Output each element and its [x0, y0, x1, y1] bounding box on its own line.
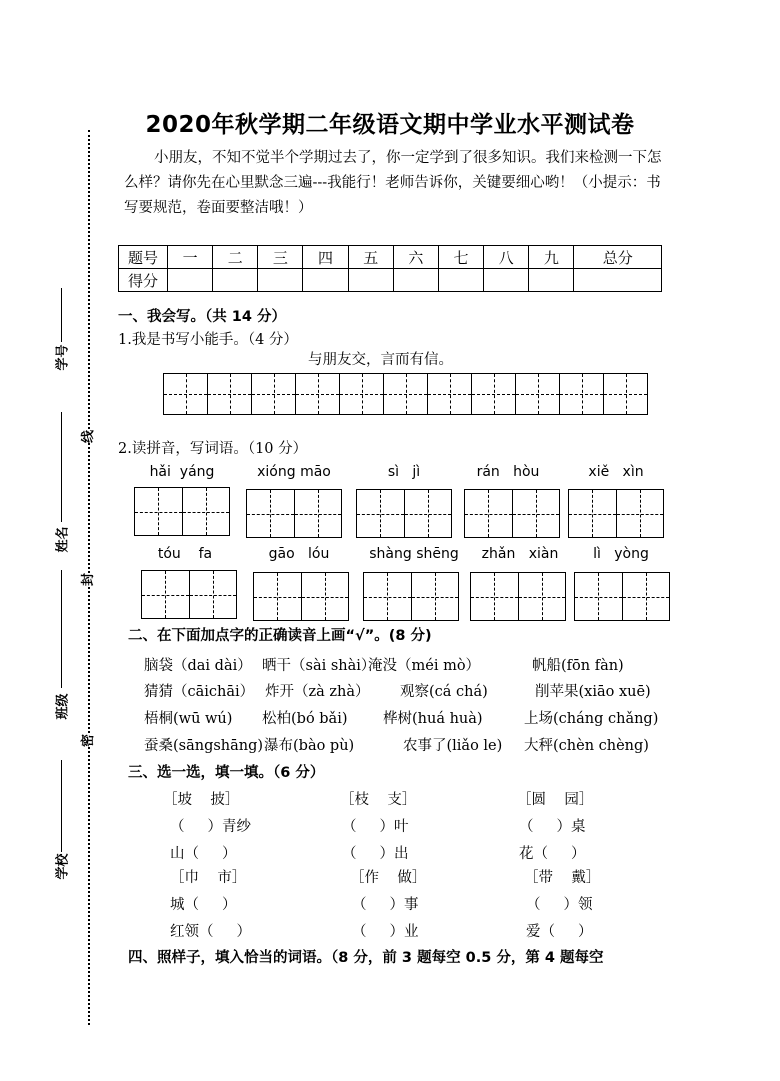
reading-item[interactable]: 脑袋（dai dài） — [144, 658, 252, 674]
score-row-number — [119, 246, 662, 269]
answer-grid[interactable] — [568, 489, 664, 538]
reading-item[interactable]: 农事了(liǎo le) — [403, 738, 503, 754]
q1-text: 1.我是书写小能手。（4 分） — [118, 332, 298, 348]
fill-blank[interactable]: 爱（ ） — [526, 924, 593, 940]
score-cell[interactable] — [348, 269, 393, 292]
reading-item[interactable]: 削苹果(xiāo xuē) — [535, 684, 651, 700]
reading-item[interactable]: 松柏(bó bǎi) — [262, 711, 348, 727]
pinyin: tóu fa — [157, 546, 213, 562]
feng-label: 封 — [77, 573, 96, 586]
q1-sentence: 与朋友交，言而有信。 — [308, 352, 453, 368]
xuexiao-blank — [61, 760, 62, 852]
fill-blank[interactable]: （ ）出 — [342, 846, 409, 862]
fill-blank[interactable]: （ ）事 — [352, 897, 419, 913]
banji-label: 班级 — [55, 693, 71, 720]
reading-item[interactable]: 梧桐(wū wú) — [144, 711, 233, 727]
col-header: 七 — [438, 246, 483, 269]
score-cell[interactable] — [529, 269, 574, 292]
banji-blank — [61, 570, 62, 688]
answer-grid[interactable] — [141, 570, 237, 619]
pinyin: rán hòu — [476, 464, 540, 480]
section3-heading: 三、选一选，填一填。（6 分） — [128, 765, 325, 781]
answer-grid[interactable] — [253, 572, 349, 621]
reading-item[interactable]: 蚕桑(sāngshāng) — [144, 738, 264, 754]
section4-heading: 四、照样子，填入恰当的词语。（8 分，前 3 题每空 0.5 分，第 4 题每空 — [128, 950, 604, 966]
answer-grid[interactable] — [356, 489, 452, 538]
pinyin: shàng shēng — [369, 546, 459, 562]
col-header: 二 — [213, 246, 258, 269]
col-header: 四 — [303, 246, 348, 269]
col-header: 总分 — [574, 246, 662, 269]
reading-item[interactable]: 猜猜（cāichāi） — [144, 684, 255, 700]
fill-blank[interactable]: 红领（ ） — [170, 924, 252, 940]
fill-blank[interactable]: （ ）领 — [526, 897, 593, 913]
col-header: 八 — [484, 246, 529, 269]
col-header: 五 — [348, 246, 393, 269]
row-label: 题号 — [119, 246, 168, 269]
xingming-label: 姓名 — [55, 526, 71, 553]
score-row-score — [119, 269, 662, 292]
pinyin: xióng māo — [257, 464, 331, 480]
choice-pair: ［坡 披］ — [163, 792, 240, 808]
col-header: 三 — [258, 246, 303, 269]
fill-blank[interactable]: 城（ ） — [170, 897, 237, 913]
score-cell[interactable] — [484, 269, 529, 292]
answer-grid[interactable] — [464, 489, 560, 538]
answer-grid[interactable] — [574, 572, 670, 621]
pinyin: hǎi yáng — [149, 464, 215, 480]
choice-pair: ［巾 市］ — [170, 870, 247, 886]
choice-pair: ［枝 支］ — [340, 792, 417, 808]
mi-label: 密 — [77, 734, 96, 747]
section1-heading: 一、我会写。（共 14 分） — [118, 309, 287, 325]
answer-grid[interactable] — [363, 572, 459, 621]
choice-pair: ［带 戴］ — [524, 870, 601, 886]
reading-item[interactable]: 上场(cháng chǎng) — [524, 711, 659, 727]
fill-blank[interactable]: （ ）叶 — [342, 819, 409, 835]
col-header: 一 — [168, 246, 213, 269]
intro-paragraph: 小朋友，不知不觉半个学期过去了，你一定学到了很多知识。我们来检测一下怎么样？请你先在心里默念三遍---我能行！老师告诉你，关键要细心哟！（小提示：书写要规范，卷面要整洁哦！） — [124, 150, 662, 216]
reading-item[interactable]: 淹没（méi mò） — [368, 658, 481, 674]
section2-heading: 二、在下面加点字的正确读音上画“√”。(8 分) — [128, 628, 432, 644]
fill-blank[interactable]: （ ）业 — [352, 924, 419, 940]
reading-item[interactable]: 炸开（zà zhà） — [265, 684, 370, 700]
xuexiao-label: 学校 — [55, 853, 71, 880]
answer-grid[interactable] — [246, 489, 342, 538]
pinyin: zhǎn xiàn — [481, 546, 559, 562]
fill-blank[interactable]: （ ）青纱 — [170, 819, 252, 835]
pinyin: gāo lóu — [268, 546, 330, 562]
answer-grid[interactable] — [470, 572, 566, 621]
col-header: 六 — [393, 246, 438, 269]
score-cell[interactable] — [393, 269, 438, 292]
choice-pair: ［圆 园］ — [517, 792, 594, 808]
choice-pair: ［作 做］ — [350, 870, 427, 886]
reading-item[interactable]: 帆船(fōn fàn) — [532, 658, 624, 674]
xingming-blank — [61, 412, 62, 522]
answer-grid[interactable] — [134, 487, 230, 536]
xian-label: 线 — [77, 430, 96, 443]
writing-grid[interactable] — [163, 373, 648, 415]
score-cell[interactable] — [574, 269, 662, 292]
reading-item[interactable]: 晒干（sài shài） — [262, 658, 376, 674]
fill-blank[interactable]: （ ）桌 — [519, 819, 586, 835]
pinyin: lì yòng — [593, 546, 649, 562]
fill-blank[interactable]: 花（ ） — [519, 846, 586, 862]
score-table — [118, 245, 662, 292]
score-cell[interactable] — [438, 269, 483, 292]
xuehao-label: 学号 — [55, 344, 71, 371]
score-cell[interactable] — [258, 269, 303, 292]
fill-blank[interactable]: 山（ ） — [170, 846, 237, 862]
col-header: 九 — [529, 246, 574, 269]
q2-text: 2.读拼音，写词语。（10 分） — [118, 441, 308, 457]
xuehao-blank — [61, 288, 62, 342]
pinyin: sì jì — [387, 464, 421, 480]
row-label: 得分 — [119, 269, 168, 292]
score-cell[interactable] — [213, 269, 258, 292]
reading-item[interactable]: 大秤(chèn chèng) — [524, 738, 649, 754]
score-cell[interactable] — [303, 269, 348, 292]
reading-item[interactable]: 桦树(huá huà) — [383, 711, 483, 727]
reading-item[interactable]: 观察(cá chá) — [400, 684, 488, 700]
score-cell[interactable] — [168, 269, 213, 292]
page-title: 2020年秋学期二年级语文期中学业水平测试卷 — [145, 112, 635, 138]
pinyin: xiě xìn — [588, 464, 644, 480]
reading-item[interactable]: 瀑布(bào pù) — [264, 738, 355, 754]
